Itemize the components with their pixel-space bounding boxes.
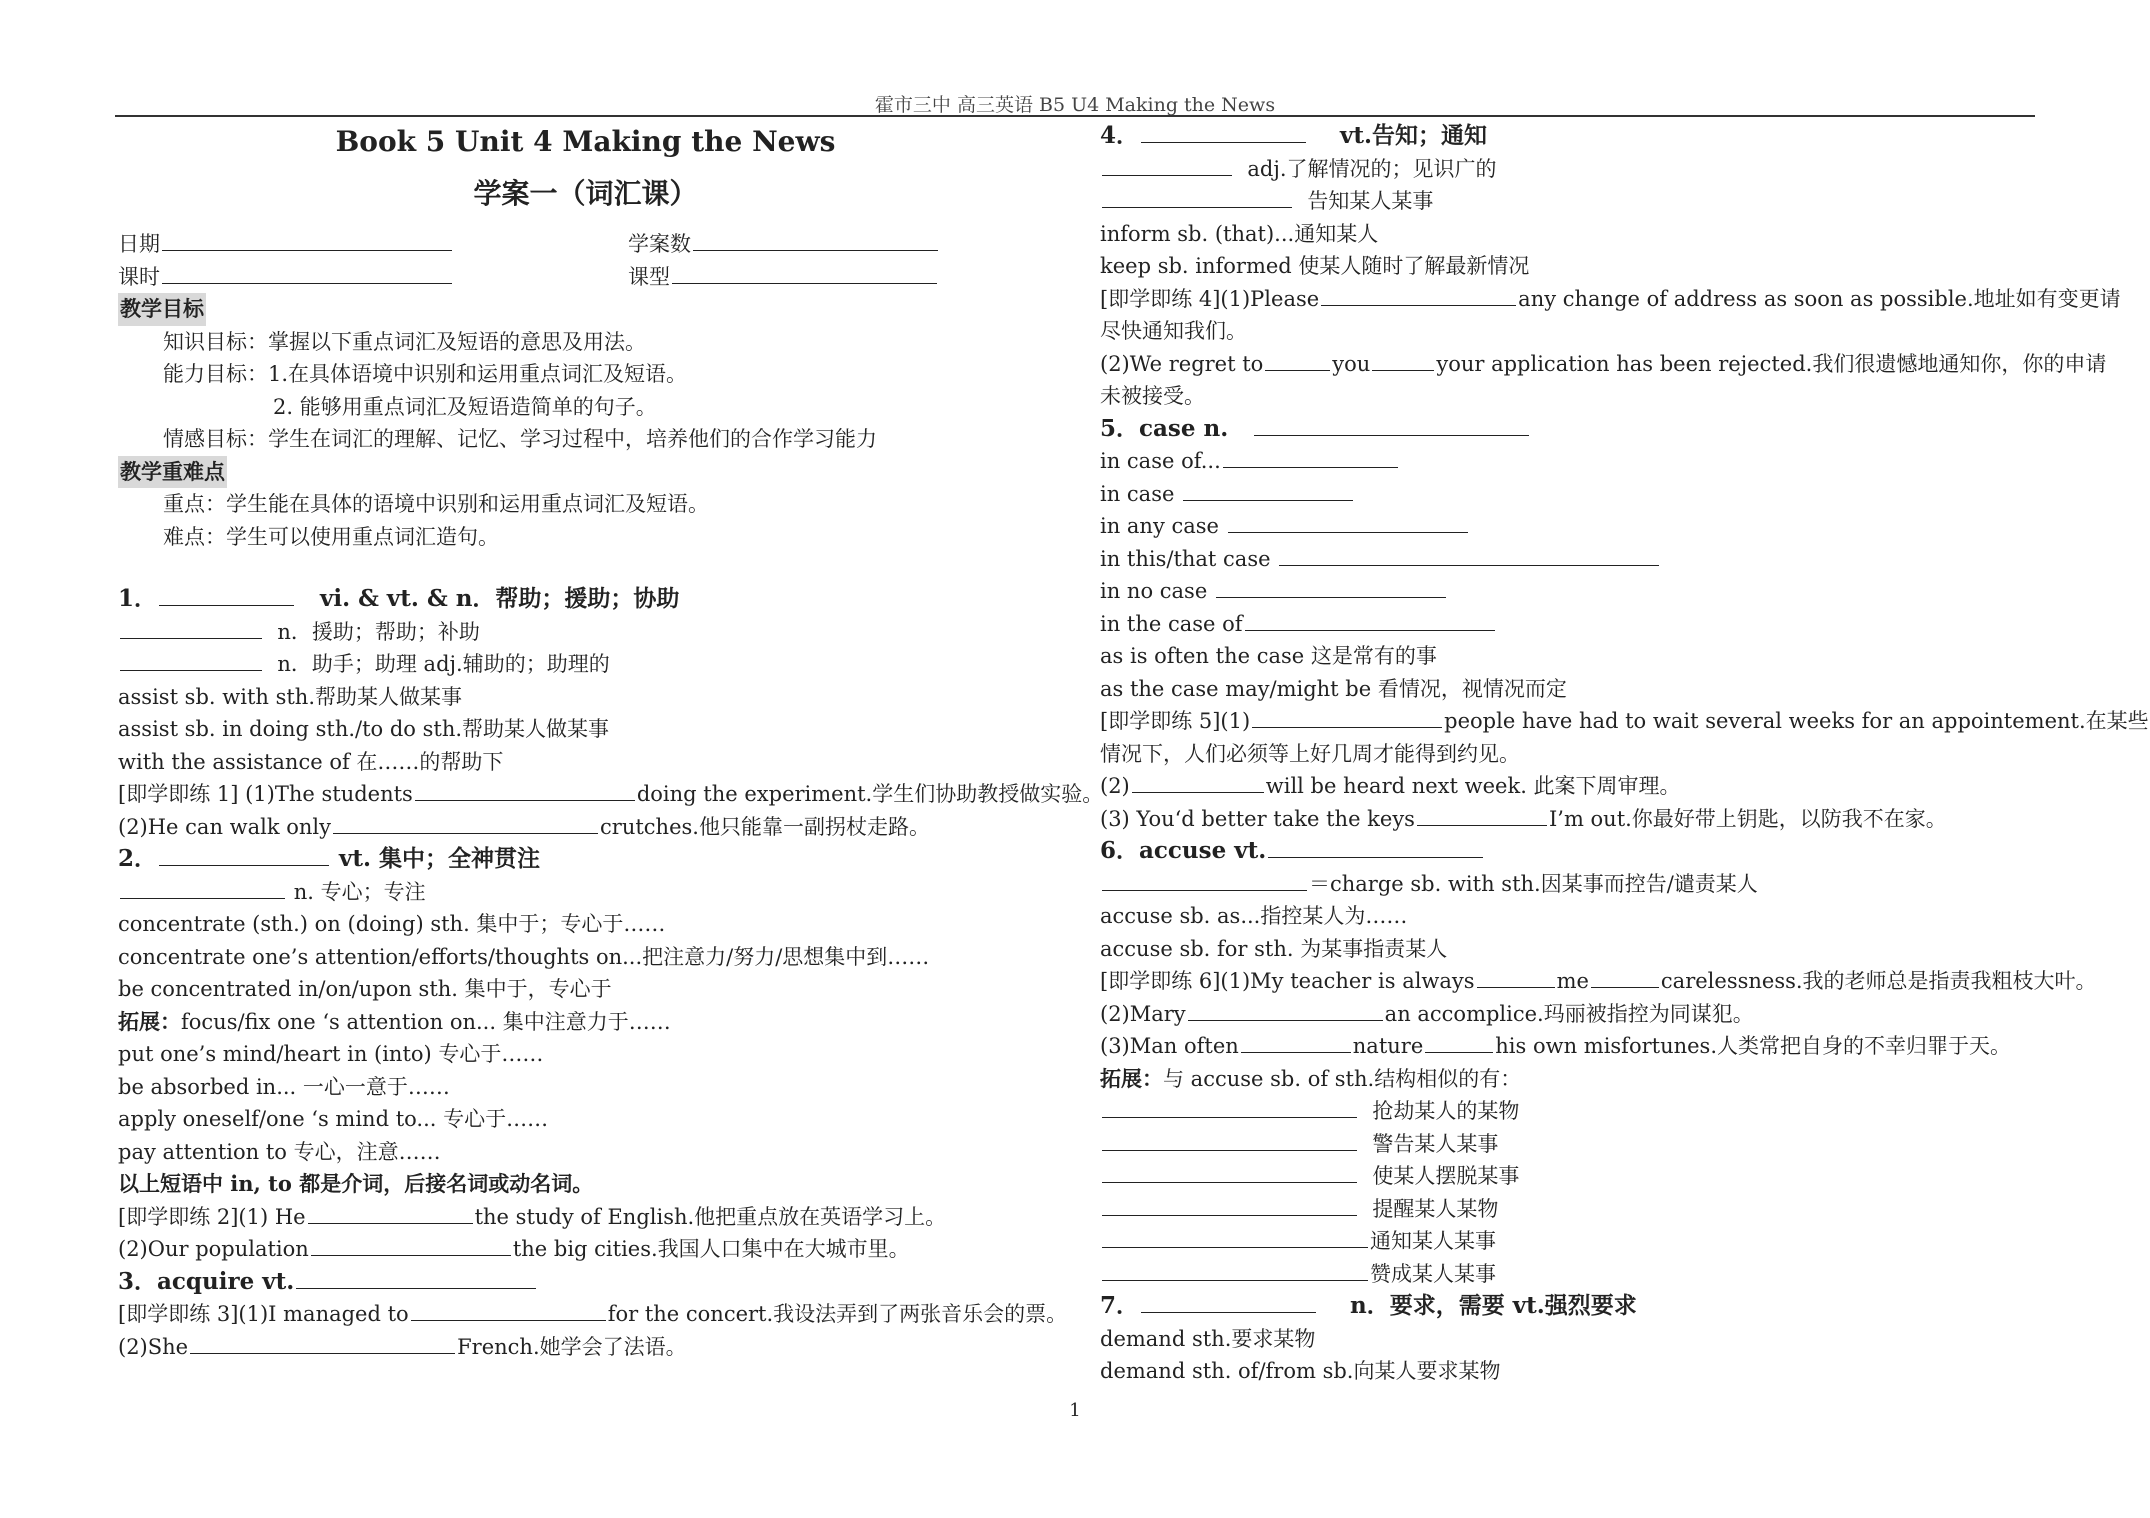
blank[interactable] bbox=[1241, 1030, 1351, 1053]
exercise-line: (3) You‘d better take the keys I’m out.你最好带上钥匙，以防我不在家。 bbox=[1100, 803, 2040, 836]
date-label: 日期 bbox=[118, 232, 160, 256]
vocab-line: as is often the case 这是常有的事 bbox=[1100, 644, 1437, 668]
blank[interactable] bbox=[1223, 445, 1398, 468]
exercise-line: [即学即练 5](1) people have had to wait several weeks for an appointement.在某些 bbox=[1100, 705, 2040, 738]
exercise-line: (2)He can walk only crutches.他只能靠一副拐杖走路。 bbox=[118, 811, 1073, 844]
vocab-line: with the assistance of 在……的帮助下 bbox=[118, 749, 504, 774]
word-blank[interactable] bbox=[296, 1266, 536, 1289]
vocab-line: in any case bbox=[1100, 514, 1219, 538]
exercise-line: (2)Our population the big cities.我国人口集中在大城市里。 bbox=[118, 1233, 1073, 1266]
exercise-line: 尽快通知我们。 bbox=[1100, 319, 1247, 343]
count-label: 学案数 bbox=[628, 232, 691, 256]
blank[interactable] bbox=[1132, 770, 1264, 793]
section-3-heading: 3．acquire vt. bbox=[118, 1266, 1073, 1299]
vocab-line: n. 专心；专注 bbox=[293, 879, 426, 904]
vocab-line: assist sb. with sth.帮助某人做某事 bbox=[118, 684, 462, 709]
blank[interactable] bbox=[1279, 543, 1659, 566]
vocab-line: n．助手；助理 adj.辅助的；助理的 bbox=[277, 652, 610, 676]
blank[interactable] bbox=[120, 876, 285, 899]
blank[interactable] bbox=[308, 1201, 473, 1224]
word-blank[interactable] bbox=[1268, 835, 1483, 858]
blank[interactable] bbox=[1228, 510, 1468, 533]
vocab-line: in the case of bbox=[1100, 611, 1243, 636]
vocab-line: 告知某人某事 bbox=[1307, 189, 1434, 213]
vocab-line: in no case bbox=[1100, 579, 1208, 603]
vocab-line: accuse sb. for sth. 为某事指责某人 bbox=[1100, 936, 1448, 961]
meta-row-1 bbox=[118, 228, 1073, 261]
section-1-heading bbox=[118, 583, 1073, 616]
exercise-line: [即学即练 3](1)I managed to for the concert.我设法弄到了两张音乐会的票。 bbox=[118, 1298, 1073, 1331]
blank[interactable] bbox=[1216, 575, 1446, 598]
exercise-line: (3)Man often nature his own misfortunes.人类常把自身的不幸归罪于天。 bbox=[1100, 1030, 2040, 1063]
blank[interactable] bbox=[1321, 283, 1516, 306]
vocab-line: demand sth.要求某物 bbox=[1100, 1326, 1316, 1351]
goal-ability-1: 能力目标：1.在具体语境中识别和运用重点词汇及短语。 bbox=[163, 362, 688, 386]
period-label: 课时 bbox=[118, 264, 160, 289]
blank[interactable] bbox=[120, 616, 262, 639]
blank[interactable] bbox=[1188, 998, 1383, 1021]
blank[interactable] bbox=[1265, 348, 1330, 371]
blank[interactable] bbox=[1372, 348, 1434, 371]
word-blank[interactable] bbox=[1254, 413, 1529, 436]
blank[interactable] bbox=[1102, 868, 1307, 891]
blank[interactable] bbox=[1417, 803, 1547, 826]
right-column bbox=[1100, 120, 2149, 1388]
section-5-heading: 5．case n. bbox=[1100, 413, 2040, 446]
vocab-line: ＝charge sb. with sth.因某事而控告/谴责某人 bbox=[1309, 871, 1758, 896]
vocab-line: be absorbed in... 一心一意于…… bbox=[118, 1074, 450, 1099]
word-blank[interactable] bbox=[1141, 1290, 1316, 1313]
blank[interactable] bbox=[1102, 1160, 1357, 1183]
exercise-line: (2)She French.她学会了法语。 bbox=[118, 1331, 1073, 1364]
word-definition: vi. & vt. & n．帮助；援助；协助 bbox=[320, 585, 680, 612]
vocab-line: 通知某人某事 bbox=[1370, 1229, 1496, 1253]
blank[interactable] bbox=[1102, 1095, 1357, 1118]
vocab-line: be concentrated in/on/upon sth. 集中于，专心于 bbox=[118, 977, 612, 1001]
vocab-line: in this/that case bbox=[1100, 546, 1271, 571]
key-difficulty: 难点：学生可以使用重点词汇造句。 bbox=[163, 524, 499, 549]
blank[interactable] bbox=[1102, 1128, 1357, 1151]
blank[interactable] bbox=[415, 778, 635, 801]
vocab-line: as the case may/might be 看情况，视情况而定 bbox=[1100, 676, 1567, 701]
vocab-line: concentrate (sth.) on (doing) sth. 集中于；专心于…… bbox=[118, 912, 666, 936]
grammar-note: 以上短语中 in, to 都是介词，后接名词或动名词。 bbox=[118, 1171, 594, 1196]
vocab-line: inform sb. (that)...通知某人 bbox=[1100, 221, 1379, 246]
left-column bbox=[118, 120, 1104, 1363]
exercise-line: 情况下，人们必须等上好几周才能得到约见。 bbox=[1100, 741, 1520, 766]
vocab-line: keep sb. informed 使某人随时了解最新情况 bbox=[1100, 254, 1530, 278]
vocab-line: 提醒某人某物 bbox=[1372, 1196, 1499, 1221]
blank[interactable] bbox=[1252, 705, 1442, 728]
vocab-line: assist sb. in doing sth./to do sth.帮助某人做某事 bbox=[118, 717, 610, 741]
vocab-line: demand sth. of/from sb.向某人要求某物 bbox=[1100, 1359, 1501, 1383]
blank[interactable] bbox=[1591, 965, 1659, 988]
count-blank[interactable] bbox=[693, 228, 938, 251]
section-7-heading: 7． n．要求，需要 vt.强烈要求 bbox=[1100, 1292, 1637, 1319]
exercise-line: [即学即练 6](1)My teacher is always me carelessness.我的老师总是指责我粗枝大叶。 bbox=[1100, 965, 2040, 998]
vocab-line: 与 accuse sb. of sth.结构相似的有： bbox=[1163, 1066, 1522, 1091]
exercise-line: [即学即练 1] (1)The students doing the experiment.学生们协助教授做实验。 bbox=[118, 778, 1073, 811]
extension-label: 拓展： bbox=[1100, 1065, 1163, 1091]
section-6-heading: 6．accuse vt. bbox=[1100, 835, 2040, 868]
goal-emotion: 情感目标：学生在词汇的理解、记忆、学习过程中，培养他们的合作学习能力 bbox=[163, 427, 877, 451]
meta-row-2 bbox=[118, 261, 1073, 294]
vocab-line: apply oneself/one ‘s mind to... 专心于…… bbox=[118, 1107, 549, 1131]
exercise-line: (2) will be heard next week. 此案下周审理。 bbox=[1100, 770, 2040, 803]
document-subtitle: 学案一（词汇课） bbox=[473, 177, 698, 210]
blank[interactable] bbox=[311, 1233, 511, 1256]
extension-label: 拓展： bbox=[118, 1008, 181, 1034]
key-heading: 教学重难点 bbox=[118, 456, 227, 489]
section-number: 1． bbox=[118, 585, 158, 612]
blank[interactable] bbox=[1102, 1258, 1368, 1281]
blank[interactable] bbox=[1183, 478, 1353, 501]
goal-knowledge: 知识目标：掌握以下重点词汇及短语的意思及用法。 bbox=[163, 329, 646, 354]
blank[interactable] bbox=[120, 648, 262, 671]
document-title: Book 5 Unit 4 Making the News bbox=[335, 125, 836, 158]
exercise-line: [即学即练 4](1)Please any change of address as soon as possible.地址如有变更请 bbox=[1100, 283, 2040, 316]
blank[interactable] bbox=[333, 811, 598, 834]
word-blank[interactable] bbox=[1141, 120, 1306, 143]
section-2-heading: 2． vt. 集中；全神贯注 bbox=[118, 845, 541, 872]
period-blank[interactable] bbox=[162, 261, 452, 284]
page-header: 霍市三中 高三英语 B5 U4 Making the News bbox=[874, 94, 1276, 116]
vocab-line: adj.了解情况的；见识广的 bbox=[1247, 156, 1497, 181]
blank[interactable] bbox=[1425, 1030, 1493, 1053]
goals-heading: 教学目标 bbox=[118, 293, 206, 326]
page-number: 1 bbox=[1069, 1400, 1081, 1421]
blank[interactable] bbox=[1102, 185, 1292, 208]
exercise-line: (2)We regret to you your application has been rejected.我们很遗憾地通知你，你的申请 bbox=[1100, 348, 2040, 381]
vocab-line: put one’s mind/heart in (into) 专心于…… bbox=[118, 1042, 544, 1066]
vocab-line: focus/fix one ‘s attention on... 集中注意力于…… bbox=[181, 1009, 671, 1034]
blank[interactable] bbox=[190, 1331, 455, 1354]
blank[interactable] bbox=[1245, 608, 1495, 631]
word-blank[interactable] bbox=[159, 583, 294, 606]
exercise-line: (2)Mary an accomplice.玛丽被指控为同谋犯。 bbox=[1100, 998, 2040, 1031]
vocab-line: n．援助；帮助；补助 bbox=[277, 619, 480, 644]
goal-ability-2: 2. 能够用重点词汇及短语造简单的句子。 bbox=[273, 394, 657, 419]
header-rule bbox=[115, 115, 2035, 117]
exercise-line: 未被接受。 bbox=[1100, 384, 1205, 408]
blank[interactable] bbox=[411, 1298, 606, 1321]
blank[interactable] bbox=[1102, 153, 1232, 176]
vocab-line: 警告某人某事 bbox=[1372, 1131, 1499, 1156]
vocab-line: in case bbox=[1100, 481, 1175, 506]
vocab-line: pay attention to 专心，注意…… bbox=[118, 1139, 441, 1164]
type-label: 课型 bbox=[628, 264, 670, 289]
vocab-line: in case of... bbox=[1100, 449, 1221, 473]
exercise-line: [即学即练 2](1) He the study of English.他把重点放在英语学习上。 bbox=[118, 1201, 1073, 1234]
vocab-line: concentrate one’s attention/efforts/thoughts on...把注意力/努力/思想集中到…… bbox=[118, 944, 930, 969]
vocab-line: accuse sb. as...指控某人为…… bbox=[1100, 904, 1408, 928]
key-focus: 重点：学生能在具体的语境中识别和运用重点词汇及短语。 bbox=[163, 492, 709, 516]
vocab-line: 赞成某人某事 bbox=[1370, 1261, 1496, 1286]
word-blank[interactable] bbox=[159, 843, 329, 866]
date-blank[interactable] bbox=[162, 228, 452, 251]
section-4-heading: 4． vt.告知；通知 bbox=[1100, 122, 1488, 149]
blank[interactable] bbox=[1102, 1193, 1357, 1216]
blank[interactable] bbox=[1102, 1225, 1368, 1248]
blank[interactable] bbox=[1477, 965, 1555, 988]
vocab-line: 使某人摆脱某事 bbox=[1372, 1164, 1520, 1188]
type-blank[interactable] bbox=[672, 261, 937, 284]
vocab-line: 抢劫某人的某物 bbox=[1372, 1099, 1520, 1123]
